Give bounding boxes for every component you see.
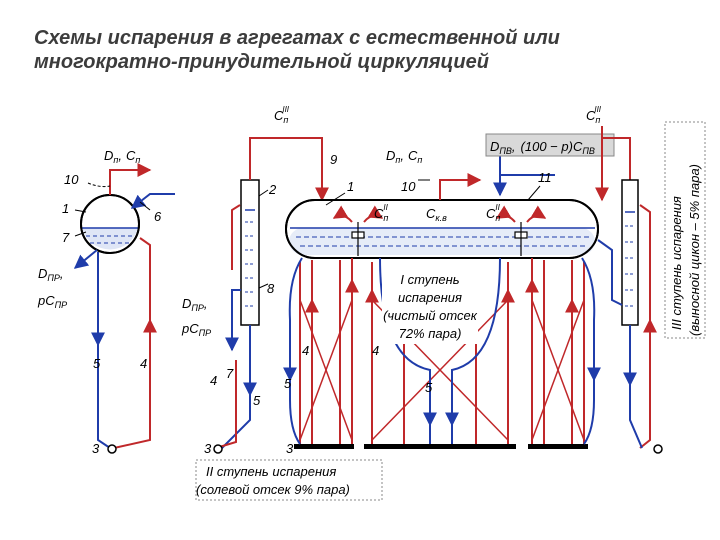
label-4-tube-b: 4 (372, 343, 380, 358)
label-5-tube-b: 5 (425, 380, 433, 395)
caption-stage-one (382, 268, 478, 344)
cyclone-left-blowdown (232, 290, 241, 350)
label-8: 8 (267, 281, 275, 296)
scheme-main-drum (286, 105, 630, 258)
label-blowdown-conc: $pC_{ПР}$ (38, 293, 68, 310)
svg-text:72% пара): 72% пара) (398, 326, 462, 341)
label-1-left: 1 (62, 201, 70, 216)
label-4-tube-a: 4 (302, 343, 310, 358)
label-conc-ii-left: $C_пII$ (374, 203, 389, 223)
steam-outlet-arrow (110, 170, 150, 195)
cyclone-left-steam (250, 138, 322, 180)
label-conc-iii-left: $C_пIII$ (274, 105, 290, 125)
label-5-tube-a: 5 (284, 376, 292, 391)
label-4-mid: 4 (210, 373, 218, 388)
header-left (294, 444, 354, 449)
title-line-1: Схемы испарения в агрегатах с естественной или (34, 27, 560, 49)
downcomer-pipe (98, 252, 110, 448)
label-1-main: 1 (347, 179, 355, 194)
collector-node (108, 445, 116, 453)
drum-main-water (289, 228, 595, 255)
feed-inlet-arrow (132, 194, 175, 208)
label-11: 11 (538, 170, 552, 185)
label-blowdown-flow: $D_{ПР}$, (38, 266, 64, 283)
label-feed-water: $D_{ПВ}$, $(100 - p)C_{ПВ}$ (490, 139, 595, 156)
cyclone-right (622, 180, 638, 325)
label-3-left: 3 (92, 441, 100, 456)
title-line-2: многократно-принудительной циркуляцией (34, 51, 489, 73)
label-3-mid: 3 (204, 441, 212, 456)
label-9: 9 (330, 152, 338, 167)
header-middle (364, 444, 516, 449)
label-2: 2 (269, 182, 277, 197)
label-3-tube: 3 (286, 441, 294, 456)
label-10-left: 10 (64, 172, 79, 187)
label-blowdown-conc-mid: $pC_{ПР}$ (182, 321, 212, 338)
svg-text:(солевой отсек 9% пара): (солевой отсек 9% пара) (196, 482, 350, 497)
label-conc-iii-right: $C_пIII$ (586, 105, 602, 125)
label-5-mid: 5 (253, 393, 261, 408)
label-steam-flow: $D_п$, $C_п$ (104, 148, 141, 165)
svg-text:(выносной цикон – 5% пара): (выносной цикон – 5% пара) (687, 163, 702, 336)
label-4-left: 4 (140, 356, 148, 371)
label-5-left: 5 (93, 356, 101, 371)
svg-text:I ступень: I ступень (400, 272, 460, 287)
label-drum-steam: $D_п$, $C_п$ (386, 148, 423, 165)
label-conc-kv: $C_{к.в}$ (426, 206, 447, 223)
scheme-natural-circulation (37, 148, 175, 456)
svg-text:III ступень испарения: III ступень испарения (669, 196, 684, 330)
label-blowdown-flow-mid: $D_{ПР}$, (182, 296, 208, 313)
label-conc-ii-right: $C_пII$ (486, 203, 501, 223)
blowdown-arrow (75, 250, 97, 268)
header-right (528, 444, 588, 449)
drum-steam-outlet (440, 180, 480, 200)
label-7-left: 7 (62, 230, 70, 245)
label-10-main: 10 (401, 179, 416, 194)
riser-pipe (114, 238, 150, 448)
cyclone-left (241, 180, 259, 325)
label-6: 6 (154, 209, 162, 224)
label-7-mid: 7 (226, 366, 234, 381)
caption-stage-two (196, 460, 382, 500)
svg-text:II ступень испарения: II ступень испарения (206, 464, 337, 479)
svg-text:(чистый отсек: (чистый отсек (383, 308, 477, 323)
svg-text:испарения: испарения (398, 290, 462, 305)
caption-stage-three (665, 122, 705, 338)
